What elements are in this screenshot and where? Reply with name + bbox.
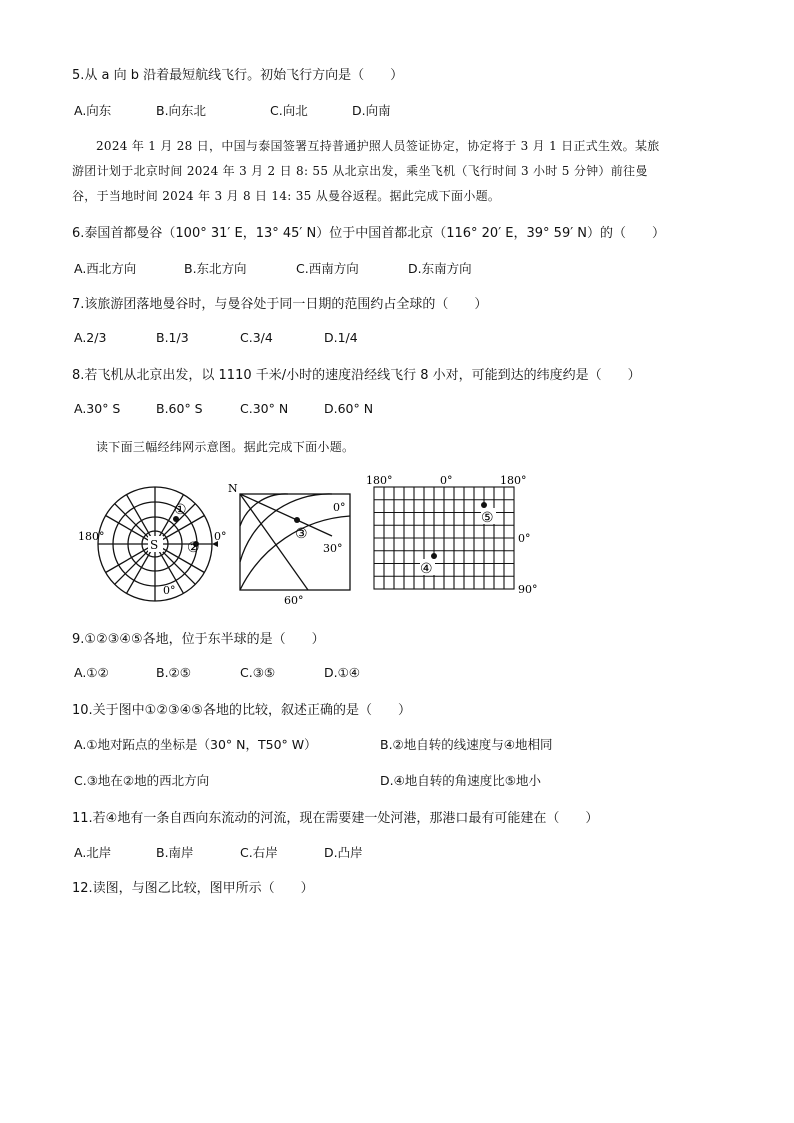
q9-option-c: C.③⑤	[240, 665, 276, 680]
q5-option-b: B.向东北	[156, 103, 207, 118]
map3-grid	[374, 487, 514, 589]
map1-bottom-label: 0°	[163, 584, 176, 597]
q10-option-b: B.②地自转的线速度与④地相同	[380, 737, 553, 752]
q9-stem: 9.①②③④⑤各地，位于东半球的是（ ）	[72, 632, 325, 647]
q10-option-a: A.①地对跖点的坐标是（30° N，T50° W）	[74, 737, 317, 752]
q10-option-c: C.③地在②地的西北方向	[74, 773, 210, 788]
map3-top-left-label: 180°	[366, 474, 393, 487]
map3-point5-label: ⑤	[481, 510, 494, 526]
map3-point4-label: ④	[420, 561, 433, 577]
map3-right-label: 0°	[518, 532, 531, 545]
map1-point2-label: ②	[187, 540, 200, 556]
q5-option-d: D.向南	[352, 103, 391, 118]
map2-north-label: N	[228, 482, 238, 495]
q6-option-b: B.东北方向	[184, 261, 247, 276]
q5-option-a: A.向东	[74, 103, 112, 118]
q11-stem: 11.若④地有一条自西向东流动的河流，现在需要建一处河港，那港口最有可能建在（ ）	[72, 811, 599, 826]
q6-option-c: C.西南方向	[296, 261, 359, 276]
map2-bottom-label: 60°	[284, 594, 304, 607]
map3-top-right-label: 180°	[500, 474, 527, 487]
q11-option-a: A.北岸	[74, 845, 112, 860]
q7-option-a: A.2/3	[74, 330, 107, 345]
q7-option-b: B.1/3	[156, 330, 189, 345]
q5-stem: 5.从 a 向 b 沿着最短航线飞行。初始飞行方向是（ ）	[72, 68, 404, 83]
q6-option-a: A.西北方向	[74, 261, 137, 276]
q12-stem: 12.读图，与图乙比较，图甲所示（ ）	[72, 881, 314, 896]
map3-point5-dot	[481, 502, 487, 508]
q9-option-b: B.②⑤	[156, 665, 191, 680]
intro2: 读下面三幅经纬网示意图。据此完成下面小题。	[96, 440, 355, 454]
q8-option-a: A.30° S	[74, 401, 121, 416]
map2-top-right-label: 0°	[333, 501, 346, 514]
q6-stem: 6.泰国首都曼谷（100° 31′ E，13° 45′ N）位于中国首都北京（116° 20′ E，39° 59′ N）的（ ）	[72, 226, 666, 241]
q7-option-d: D.1/4	[324, 330, 358, 345]
q9-option-a: A.①②	[74, 665, 109, 680]
q7-option-c: C.3/4	[240, 330, 273, 345]
map1-point1-label: ①	[174, 502, 187, 518]
map1-left-label: 180°	[78, 530, 105, 543]
q8-option-b: B.60° S	[156, 401, 203, 416]
intro1-line2: 游团计划于北京时间 2024 年 3 月 2 日 8: 55 从北京出发，乘坐飞机（飞行时间 3 小时 5 分钟）前往曼	[72, 164, 648, 178]
q5-option-c: C.向北	[270, 103, 308, 118]
q11-option-d: D.凸岸	[324, 845, 363, 860]
q10-stem: 10.关于图中①②③④⑤各地的比较，叙述正确的是（ ）	[72, 703, 411, 718]
q9-option-d: D.①④	[324, 665, 361, 680]
intro1-line1: 2024 年 1 月 28 日，中国与泰国签署互持普通护照人员签证协定，协定将于 3 月 1 日正式生效。某旅	[96, 139, 660, 153]
map1-right-label: 0°	[214, 530, 227, 543]
map1-center-label: S	[150, 538, 159, 552]
q11-option-b: B.南岸	[156, 845, 194, 860]
map2-point3-label: ③	[295, 526, 308, 542]
q8-stem: 8.若飞机从北京出发，以 1110 千米/小时的速度沿经线飞行 8 小对，可能到达的纬度约是（ ）	[72, 368, 641, 383]
q7-stem: 7.该旅游团落地曼谷时，与曼谷处于同一日期的范围约占全球的（ ）	[72, 297, 488, 312]
map3-bottom-right-label: 90°	[518, 583, 538, 596]
q8-option-d: D.60° N	[324, 401, 374, 416]
map3-top-mid-label: 0°	[440, 474, 453, 487]
q8-option-c: C.30° N	[240, 401, 289, 416]
q10-option-d: D.④地自转的角速度比⑤地小	[380, 773, 542, 788]
map3-point4-dot	[431, 553, 437, 559]
intro1-line3: 谷，于当地时间 2024 年 3 月 8 日 14: 35 从曼谷返程。据此完成下面小题。	[72, 189, 501, 203]
q6-option-d: D.东南方向	[408, 261, 472, 276]
graticule-figure	[70, 470, 550, 620]
map2-right-label: 30°	[323, 542, 343, 555]
map2-point3-dot	[294, 517, 300, 523]
q11-option-c: C.右岸	[240, 845, 278, 860]
